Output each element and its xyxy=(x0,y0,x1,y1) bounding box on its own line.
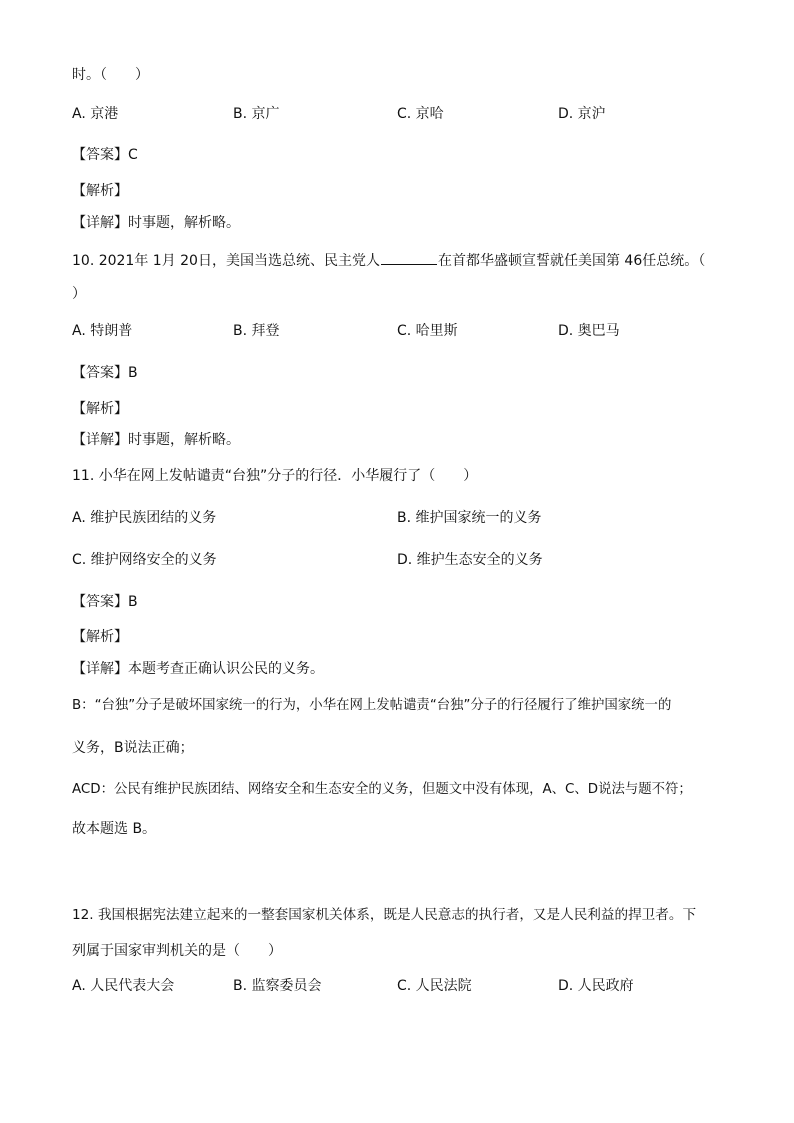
q9-option-d: D. 京沪 xyxy=(558,106,606,122)
q10-stem-part1: 10. 2021年 1月 20日，美国当选总统、民主党人 xyxy=(72,253,380,269)
q11-conclusion: 故本题选 B。 xyxy=(72,821,157,837)
q9-analysis-label: 【解析】 xyxy=(72,183,128,199)
q11-analysis-text: 解析 xyxy=(86,629,114,645)
q11-option-b: B. 维护国家统一的义务 xyxy=(397,510,542,526)
q10-answer: 【答案】B xyxy=(72,365,138,381)
q12-stem-line2: 列属于国家审判机关的是（ ） xyxy=(72,943,282,959)
q11-explain-acd: ACD：公民有维护民族团结、网络安全和生态安全的义务，但题文中没有体现，A、C、D说法与题不符； xyxy=(72,782,692,797)
q10-detail: 【详解】时事题，解析略。 xyxy=(72,432,240,448)
q12-option-d: D. 人民政府 xyxy=(558,978,634,994)
q12-option-c: C. 人民法院 xyxy=(397,978,472,994)
q11-answer: 【答案】B xyxy=(72,594,138,610)
q11-detail: 【详解】本题考查正确认识公民的义务。 xyxy=(72,661,324,677)
q9-option-a: A. 京港 xyxy=(72,106,119,122)
q9-stem-tail: 时。（ ） xyxy=(72,67,149,83)
q11-option-a: A. 维护民族团结的义务 xyxy=(72,510,217,526)
q10-stem-part2: 在首都华盛顿宣誓就任美国第 46任总统。（ xyxy=(437,253,706,269)
q12-option-b: B. 监察委员会 xyxy=(233,978,322,994)
q10-stem-line2: ） xyxy=(72,286,86,302)
q9-analysis-text: 解析 xyxy=(86,183,114,199)
q10-option-d: D. 奥巴马 xyxy=(558,323,620,339)
q10-option-b: B. 拜登 xyxy=(233,323,280,339)
q9-option-c: C. 京哈 xyxy=(397,106,444,122)
q11-explain-b-line1: B：“台独”分子是破坏国家统一的行为，小华在网上发帖谴责“台独”分子的行径履行了维护国家统一的 xyxy=(72,698,672,713)
q10-stem xyxy=(72,250,705,270)
q11-option-d: D. 维护生态安全的义务 xyxy=(397,552,543,568)
q10-analysis-label: 【解析】 xyxy=(72,401,128,417)
q11-explain-b-line2: 义务，B说法正确； xyxy=(72,740,194,756)
q11-analysis-label: 【解析】 xyxy=(72,629,128,645)
q12-option-a: A. 人民代表大会 xyxy=(72,978,175,994)
q9-detail: 【详解】时事题，解析略。 xyxy=(72,215,240,231)
q10-option-a: A. 特朗普 xyxy=(72,323,133,339)
q11-option-c: C. 维护网络安全的义务 xyxy=(72,552,217,568)
q10-option-c: C. 哈里斯 xyxy=(397,323,458,339)
q9-option-b: B. 京广 xyxy=(233,106,280,122)
q10-analysis-text: 解析 xyxy=(86,401,114,417)
q12-stem-line1: 12. 我国根据宪法建立起来的一整套国家机关体系，既是人民意志的执行者，又是人民利益的捍卫者。下 xyxy=(72,907,697,923)
q10-answer-blank xyxy=(381,250,437,265)
q9-answer: 【答案】C xyxy=(72,147,138,163)
q11-stem: 11. 小华在网上发帖谴责“台独”分子的行径．小华履行了（ ） xyxy=(72,468,478,484)
